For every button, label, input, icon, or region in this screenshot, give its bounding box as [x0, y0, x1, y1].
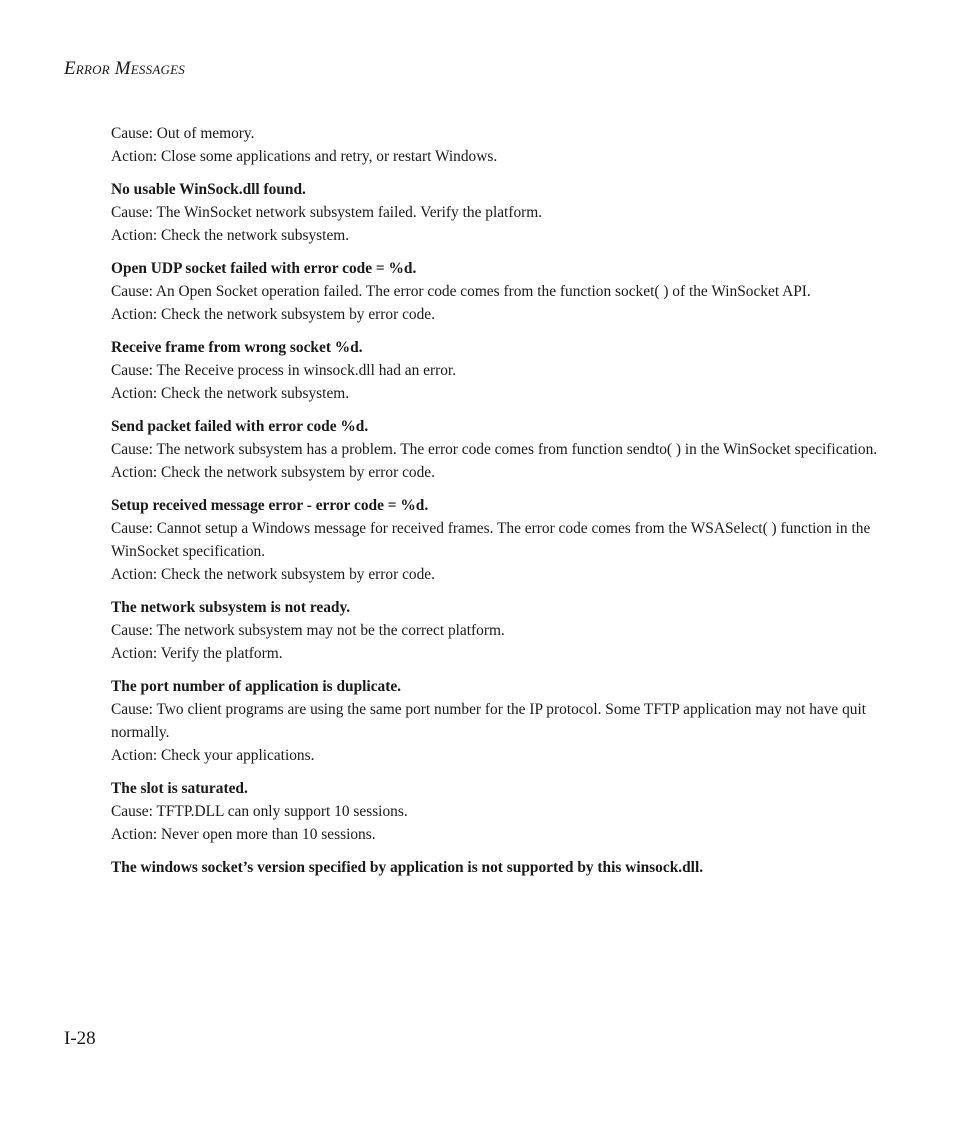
cause-text: Cause: The WinSocket network subsystem failed. Verify the platform. — [111, 204, 543, 221]
error-entry — [111, 415, 901, 484]
cause-text: Cause: Cannot setup a Windows message for received frames. The error code comes from the WSASelect( ) function in the WinSocket specification. — [111, 520, 871, 560]
error-message-list — [111, 122, 901, 879]
error-title: Receive frame from wrong socket %d. — [111, 339, 363, 356]
cause-text: Cause: TFTP.DLL can only support 10 sessions. — [111, 803, 408, 820]
error-entry-body — [111, 800, 901, 846]
error-entry — [111, 178, 901, 247]
error-entry-body — [111, 359, 901, 405]
error-entry — [111, 336, 901, 405]
error-title: The network subsystem is not ready. — [111, 599, 351, 616]
error-entry — [111, 494, 901, 586]
page-number: I-28 — [64, 1028, 96, 1049]
action-text: Action: Check the network subsystem by error code. — [111, 306, 435, 323]
cause-text: Cause: Out of memory. — [111, 125, 255, 142]
error-entry-body — [111, 280, 901, 326]
error-title: Send packet failed with error code %d. — [111, 418, 369, 435]
action-text: Action: Verify the platform. — [111, 645, 283, 662]
error-entry — [111, 777, 901, 846]
error-entry — [111, 596, 901, 665]
error-entry-body — [111, 619, 901, 665]
cause-text: Cause: Two client programs are using the same port number for the IP protocol. Some TFTP application may not have quit normally. — [111, 701, 867, 741]
action-text: Action: Check the network subsystem by error code. — [111, 464, 435, 481]
error-entry-body — [111, 698, 901, 767]
error-entry-body — [111, 517, 901, 586]
cause-text: Cause: The network subsystem has a problem. The error code comes from function sendto( ) in the WinSocket specification. — [111, 441, 878, 458]
error-entry-body — [111, 438, 901, 484]
cause-text: Cause: The Receive process in winsock.dll had an error. — [111, 362, 457, 379]
error-title: Setup received message error - error code = %d. — [111, 497, 429, 514]
error-entry — [111, 675, 901, 767]
error-title: Open UDP socket failed with error code = %d. — [111, 260, 417, 277]
action-text: Action: Check the network subsystem. — [111, 227, 350, 244]
error-title: The port number of application is duplicate. — [111, 678, 402, 695]
cause-text: Cause: An Open Socket operation failed. The error code comes from the function socket( ) of the WinSocket API. — [111, 283, 811, 300]
running-header: Error Messages — [64, 58, 185, 79]
action-text: Action: Check your applications. — [111, 747, 315, 764]
error-title: No usable WinSock.dll found. — [111, 181, 306, 198]
error-entry — [111, 856, 901, 879]
error-title: The slot is saturated. — [111, 780, 248, 797]
intro-entry-body — [111, 122, 901, 168]
action-text: Action: Never open more than 10 sessions. — [111, 826, 376, 843]
action-text: Action: Check the network subsystem. — [111, 385, 350, 402]
action-text: Action: Close some applications and retry, or restart Windows. — [111, 148, 498, 165]
error-entry-body — [111, 201, 901, 247]
error-entry — [111, 257, 901, 326]
error-title: The windows socket’s version specified by application is not supported by this winsock.dll. — [111, 859, 704, 876]
action-text: Action: Check the network subsystem by error code. — [111, 566, 435, 583]
cause-text: Cause: The network subsystem may not be the correct platform. — [111, 622, 505, 639]
